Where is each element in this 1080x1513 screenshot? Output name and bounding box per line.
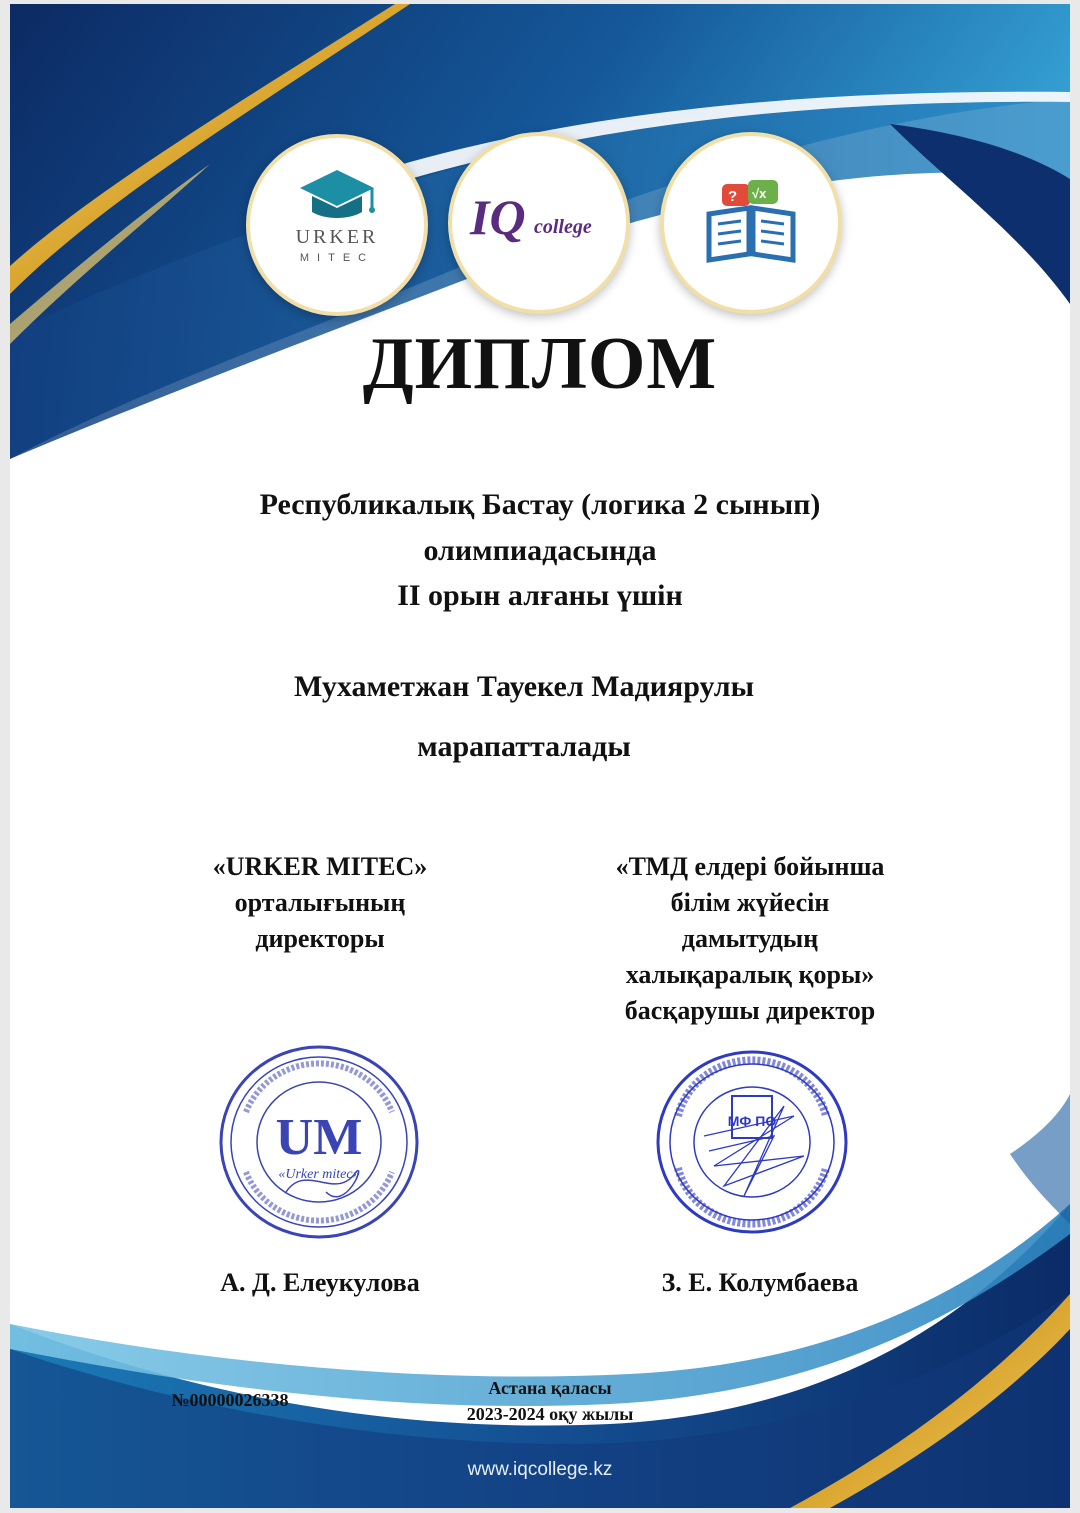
iq-logo-text: IQ — [470, 189, 526, 245]
urker-logo-text: URKER — [295, 226, 379, 248]
bubble-question: ? — [728, 188, 738, 205]
iq-college-logo-circle — [448, 132, 630, 314]
recipient-name: Мухаметжан Тауекел Мадиярулы — [293, 670, 755, 703]
mitec-logo-text: MITEC — [299, 252, 375, 264]
diploma-title: ДИПЛОМ — [362, 323, 718, 405]
left-signer-line-3: директоры — [255, 924, 385, 953]
stamp-urker-text: «Urker mitec» — [278, 1167, 360, 1182]
diploma-sheet — [10, 4, 1070, 1508]
right-signer-line-2: білім жүйесін — [670, 888, 830, 917]
urker-mitec-stamp — [216, 1042, 422, 1242]
mfpo-stamp — [654, 1046, 850, 1238]
diploma-number: №00000026338 — [171, 1390, 289, 1410]
award-line-1: Республикалық Бастау (логика 2 сынып) — [259, 488, 821, 521]
left-signer-name: А. Д. Елеукулова — [220, 1268, 420, 1297]
awarded-text: марапатталады — [417, 730, 631, 763]
stamp-mfpo-text: МФ ПО — [727, 1113, 777, 1129]
open-book-icon — [664, 136, 838, 310]
left-signer-line-2: орталығының — [234, 888, 406, 917]
award-line-3: II орын алғаны үшін — [397, 579, 683, 612]
graduation-cap-icon — [250, 138, 424, 312]
right-signer-line-1: «ТМД елдері бойынша — [615, 852, 885, 881]
right-signer-line-4: халықаралық қоры» — [625, 960, 875, 989]
bubble-sqrt: √x — [752, 186, 767, 201]
left-signer-title — [180, 849, 460, 957]
right-signer-line-3: дамытудың — [681, 924, 819, 953]
right-signer-name: З. Е. Колумбаева — [661, 1268, 859, 1297]
college-logo-text: college — [534, 216, 592, 238]
right-signer-line-5: басқарушы директор — [624, 996, 876, 1025]
left-signer-line-1: «URKER MITEC» — [212, 852, 428, 881]
website-link[interactable]: www.iqcollege.kz — [467, 1459, 613, 1480]
year-text: 2023-2024 оқу жылы — [466, 1404, 634, 1424]
award-line-2: олимпиадасында — [423, 534, 657, 567]
right-signer-title — [580, 849, 920, 1029]
book-logo-circle — [660, 132, 842, 314]
stamp-um-text: UM — [275, 1109, 363, 1166]
city-text: Астана қаласы — [488, 1378, 612, 1398]
urker-mitec-logo-circle — [246, 134, 428, 316]
